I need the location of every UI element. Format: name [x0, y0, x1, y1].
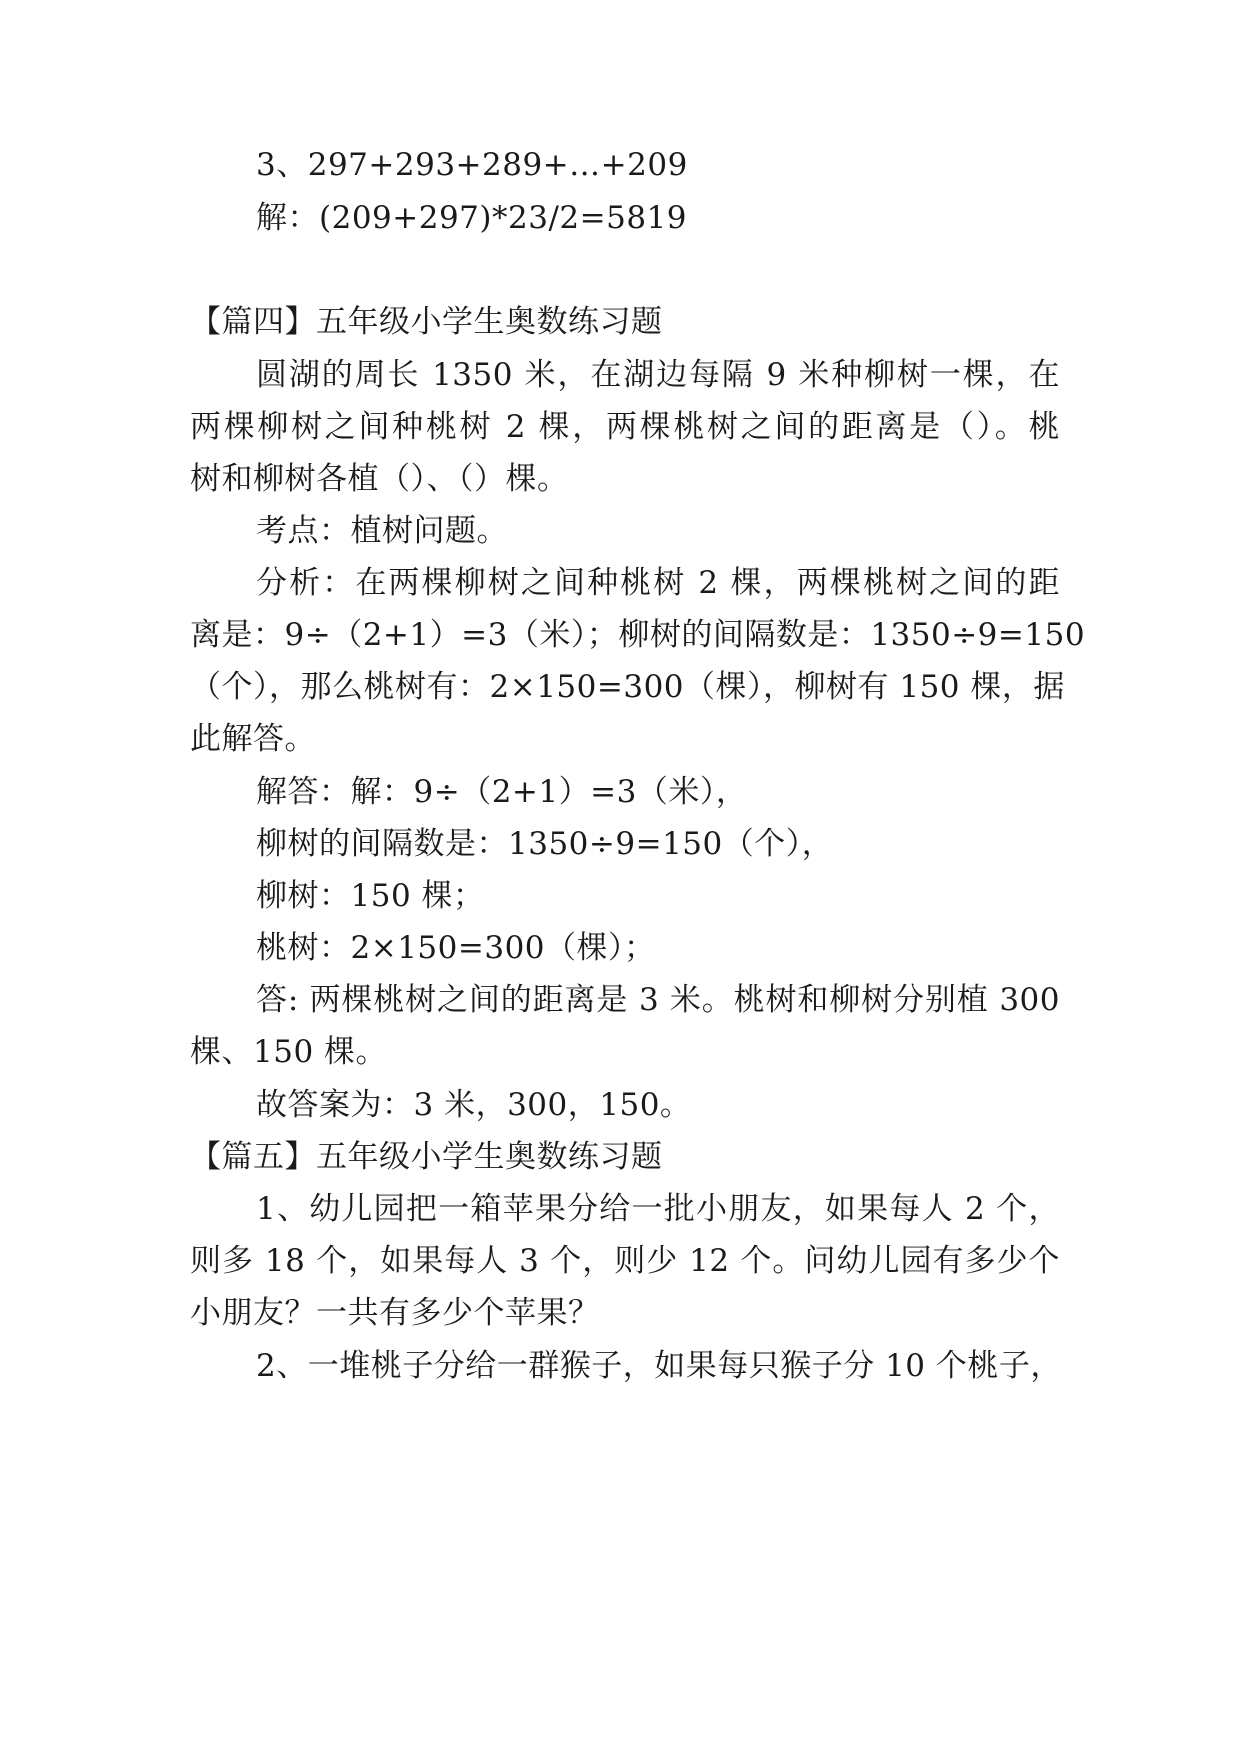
part5-q2-line-1: 2、一堆桃子分给一群猴子，如果每只猴子分 10 个桃子， [256, 1348, 1062, 1384]
part4-kaodian: 考点：植树问题。 [256, 513, 508, 549]
part4-answer-step-4: 桃树：2×150=300（棵）； [256, 930, 656, 966]
part3-solution: 解：(209+297)*23/2=5819 [256, 200, 687, 236]
part4-analysis-line-1: 分析：在两棵柳树之间种桃树 2 棵，两棵桃树之间的距 [256, 565, 1060, 601]
part5-q1-line-2: 则多 18 个，如果每人 3 个，则少 12 个。问幼儿园有多少个 [190, 1243, 1060, 1279]
part4-final-answer: 故答案为：3 米，300，150。 [256, 1087, 692, 1123]
part4-answer-text-line-2: 棵、150 棵。 [190, 1034, 388, 1070]
part4-analysis-line-2: 离是：9÷（2+1）=3（米）；柳树的间隔数是：1350÷9=150 [190, 617, 1086, 653]
part4-answer-text-line-1: 答: 两棵桃树之间的距离是 3 米。桃树和柳树分别植 300 [256, 982, 1060, 1018]
part4-analysis-line-3: （个），那么桃树有：2×150=300（棵），柳树有 150 棵，据 [190, 669, 1065, 705]
part3-problem: 3、297+293+289+…+209 [256, 147, 688, 183]
part4-answer-step-1: 解答：解：9÷（2+1）=3（米）， [256, 774, 748, 810]
part5-q1-line-1: 1、幼儿园把一箱苹果分给一批小朋友，如果每人 2 个， [256, 1191, 1060, 1227]
part4-analysis-line-4: 此解答。 [190, 721, 316, 757]
part4-answer-step-2: 柳树的间隔数是：1350÷9=150（个）， [256, 826, 834, 862]
part4-question-line-3: 树和柳树各植（）、（）棵。 [190, 461, 569, 497]
part4-heading: 【篇四】五年级小学生奥数练习题 [190, 304, 663, 340]
part4-question-line-2: 两棵柳树之间种桃树 2 棵，两棵桃树之间的距离是（）。桃 [190, 409, 1060, 445]
part4-answer-step-3: 柳树：150 棵； [256, 878, 485, 914]
part5-q1-line-3: 小朋友？一共有多少个苹果？ [190, 1295, 600, 1331]
part5-heading: 【篇五】五年级小学生奥数练习题 [190, 1139, 663, 1175]
part4-question-line-1: 圆湖的周长 1350 米，在湖边每隔 9 米种柳树一棵，在 [256, 357, 1060, 393]
